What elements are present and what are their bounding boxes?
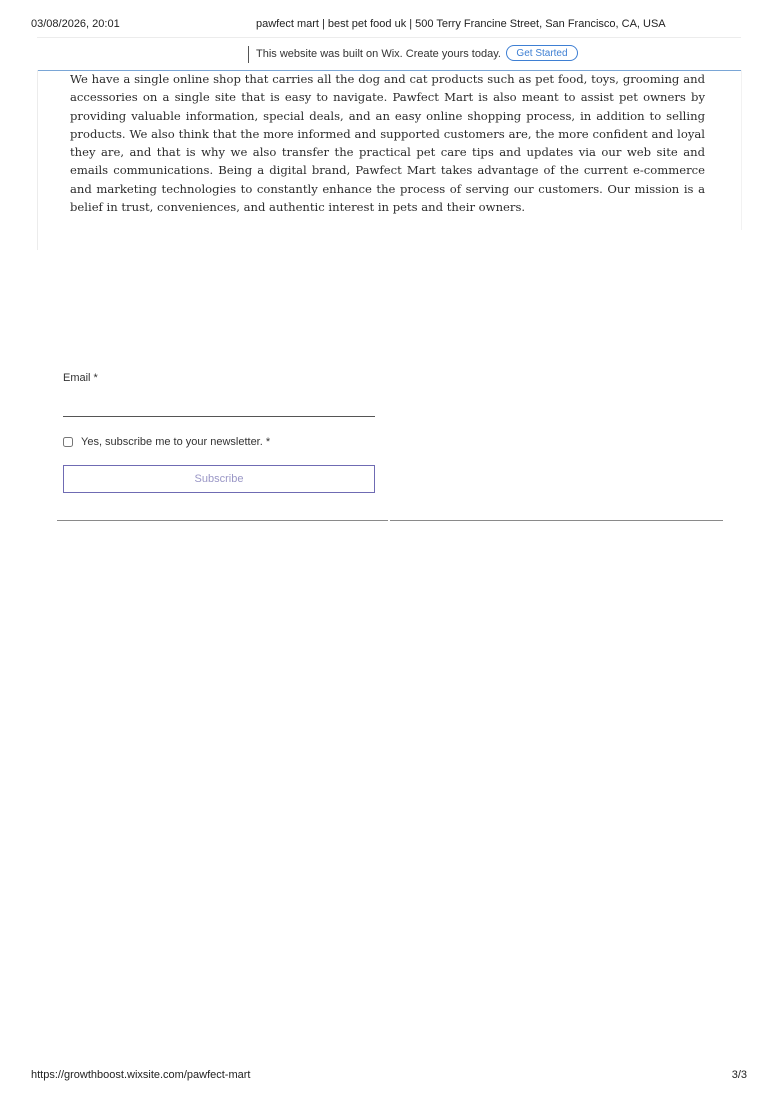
print-page-title: pawfect mart | best pet food uk | 500 Terry Francine Street, San Francisco, CA, USA — [256, 18, 666, 30]
email-label: Email * — [63, 372, 98, 384]
newsletter-checkbox[interactable] — [63, 437, 73, 447]
subscribe-button[interactable]: Subscribe — [63, 465, 375, 493]
print-page-number: 3/3 — [731, 1069, 747, 1081]
get-started-button[interactable]: Get Started — [506, 45, 578, 61]
about-paragraph: We have a single online shop that carries all the dog and cat products such as pet food, toys, grooming and accessories on a single site that is easy to navigate. Pawfect Mart is also meant to assist pet owners by providing valuable information, special deals, and an easy online shopping process, in addition to selling products. We also think that the more informed and supported customers are, the more confident and loyal they are, and that is why we also transfer the practical pet care tips and updates via our web site and emails communications. Being a digital brand, Pawfect Mart takes advantage of the current e-commerce and marketing technologies to constantly enhance the process of serving our customers. Our mission is a belief in trust, conveniences, and authentic interest in pets and their owners. — [70, 72, 705, 215]
newsletter-consent-row[interactable] — [63, 435, 270, 449]
print-url: https://growthboost.wixsite.com/pawfect-mart — [31, 1069, 251, 1081]
wix-banner — [37, 37, 741, 71]
print-footer — [31, 1069, 747, 1083]
email-field[interactable] — [63, 396, 375, 417]
about-section — [37, 70, 742, 250]
wix-banner-text: This website was built on Wix. Create yours today. — [256, 48, 501, 60]
footer-divider-left — [57, 520, 388, 521]
print-datetime: 03/08/2026, 20:01 — [31, 18, 120, 30]
newsletter-checkbox-label[interactable]: Yes, subscribe me to your newsletter. * — [81, 436, 271, 448]
section-edge — [741, 70, 742, 230]
footer-divider-right — [390, 520, 723, 521]
print-header — [31, 18, 747, 34]
banner-divider — [248, 46, 249, 63]
